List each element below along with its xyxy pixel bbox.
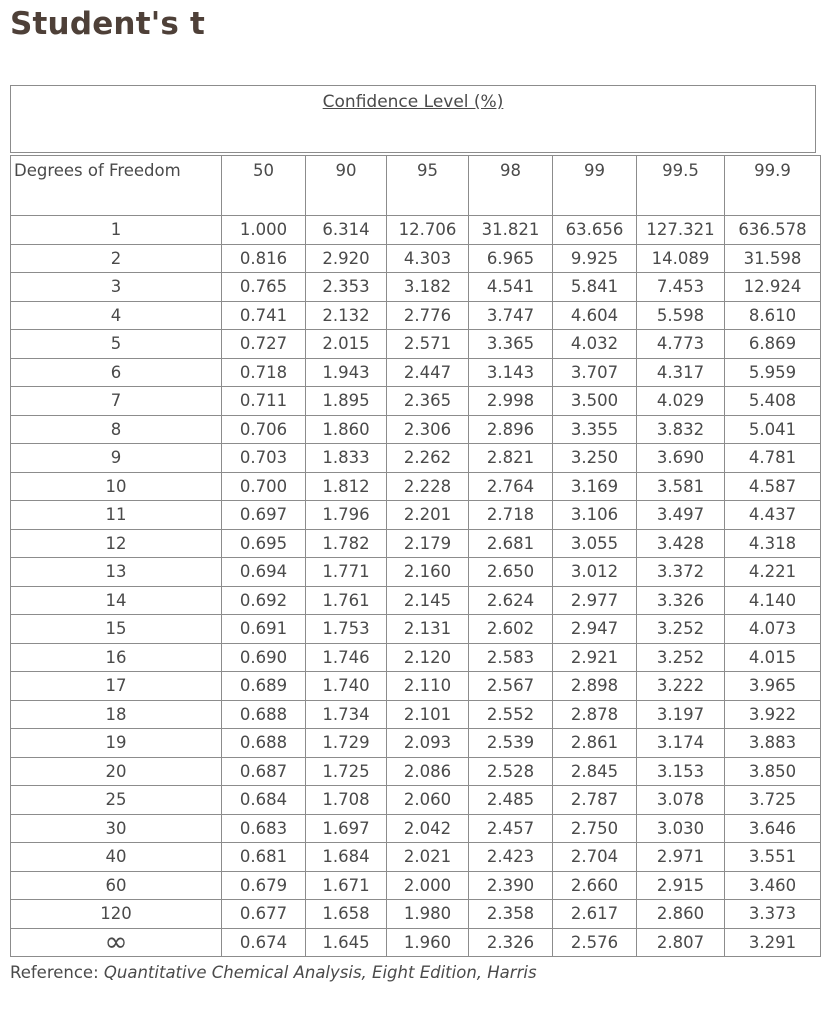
t-value-cell: 3.106 — [553, 501, 637, 530]
t-value-cell: 5.041 — [725, 415, 821, 444]
t-value-cell: 12.706 — [387, 216, 469, 245]
t-value-cell: 2.896 — [469, 415, 553, 444]
table-row — [11, 358, 821, 387]
table-row — [11, 472, 821, 501]
t-value-cell: 2.998 — [469, 387, 553, 416]
t-value-cell: 0.765 — [222, 273, 306, 302]
t-value-cell: 2.971 — [637, 843, 725, 872]
t-value-cell: 2.021 — [387, 843, 469, 872]
t-value-cell: 2.132 — [306, 301, 387, 330]
t-value-cell: 0.688 — [222, 729, 306, 758]
table-row — [11, 387, 821, 416]
t-value-cell: 2.861 — [553, 729, 637, 758]
t-value-cell: 2.457 — [469, 814, 553, 843]
t-value-cell: 3.690 — [637, 444, 725, 473]
confidence-level-label: Confidence Level (%) — [322, 92, 504, 112]
table-row — [11, 244, 821, 273]
t-value-cell: 0.706 — [222, 415, 306, 444]
t-value-cell: 2.821 — [469, 444, 553, 473]
table-row — [11, 529, 821, 558]
t-value-cell: 2.764 — [469, 472, 553, 501]
t-value-cell: 2.718 — [469, 501, 553, 530]
t-value-cell: 3.078 — [637, 786, 725, 815]
table-header-row — [11, 156, 821, 216]
t-value-cell: 0.677 — [222, 900, 306, 929]
t-value-cell: 3.965 — [725, 672, 821, 701]
t-value-cell: 4.781 — [725, 444, 821, 473]
t-value-cell: 0.688 — [222, 700, 306, 729]
degrees-of-freedom-cell: 11 — [11, 501, 222, 530]
confidence-level-99-5-header: 99.5 — [637, 156, 725, 216]
t-value-cell: 0.683 — [222, 814, 306, 843]
t-value-cell: 1.761 — [306, 586, 387, 615]
degrees-of-freedom-cell: 20 — [11, 757, 222, 786]
t-value-cell: 3.883 — [725, 729, 821, 758]
table-row — [11, 643, 821, 672]
t-value-cell: 2.878 — [553, 700, 637, 729]
t-value-cell: 3.326 — [637, 586, 725, 615]
t-value-cell: 2.787 — [553, 786, 637, 815]
table-row — [11, 301, 821, 330]
degrees-of-freedom-cell: 16 — [11, 643, 222, 672]
t-distribution-table — [10, 155, 821, 957]
table-row — [11, 273, 821, 302]
page-title: Student's t — [10, 6, 206, 42]
t-value-cell: 0.694 — [222, 558, 306, 587]
table-row — [11, 814, 821, 843]
t-value-cell: 3.365 — [469, 330, 553, 359]
t-value-cell: 3.153 — [637, 757, 725, 786]
t-value-cell: 6.965 — [469, 244, 553, 273]
t-value-cell: 4.773 — [637, 330, 725, 359]
t-value-cell: 2.571 — [387, 330, 469, 359]
t-value-cell: 2.681 — [469, 529, 553, 558]
degrees-of-freedom-cell: 120 — [11, 900, 222, 929]
degrees-of-freedom-cell: 8 — [11, 415, 222, 444]
confidence-level-98-header: 98 — [469, 156, 553, 216]
t-value-cell: 2.228 — [387, 472, 469, 501]
t-value-cell: 1.000 — [222, 216, 306, 245]
t-value-cell: 3.291 — [725, 928, 821, 957]
t-value-cell: 2.947 — [553, 615, 637, 644]
t-value-cell: 2.447 — [387, 358, 469, 387]
t-value-cell: 2.131 — [387, 615, 469, 644]
t-value-cell: 1.658 — [306, 900, 387, 929]
t-value-cell: 2.365 — [387, 387, 469, 416]
t-value-cell: 4.437 — [725, 501, 821, 530]
t-value-cell: 2.042 — [387, 814, 469, 843]
reference-label: Reference: — [10, 963, 99, 982]
t-value-cell: 3.832 — [637, 415, 725, 444]
confidence-level-99-header: 99 — [553, 156, 637, 216]
t-value-cell: 2.921 — [553, 643, 637, 672]
reference-source: Quantitative Chemical Analysis, Eight Edition, Harris — [103, 963, 537, 982]
t-value-cell: 3.250 — [553, 444, 637, 473]
t-value-cell: 4.317 — [637, 358, 725, 387]
table-row — [11, 672, 821, 701]
t-value-cell: 1.960 — [387, 928, 469, 957]
t-value-cell: 2.915 — [637, 871, 725, 900]
t-value-cell: 5.598 — [637, 301, 725, 330]
t-value-cell: 0.687 — [222, 757, 306, 786]
t-value-cell: 3.169 — [553, 472, 637, 501]
degrees-of-freedom-cell: 15 — [11, 615, 222, 644]
t-value-cell: 0.718 — [222, 358, 306, 387]
t-value-cell: 3.747 — [469, 301, 553, 330]
t-value-cell: 1.740 — [306, 672, 387, 701]
t-value-cell: 2.583 — [469, 643, 553, 672]
t-value-cell: 0.674 — [222, 928, 306, 957]
t-value-cell: 2.145 — [387, 586, 469, 615]
degrees-of-freedom-cell: 3 — [11, 273, 222, 302]
t-value-cell: 1.895 — [306, 387, 387, 416]
t-value-cell: 1.734 — [306, 700, 387, 729]
t-value-cell: 1.860 — [306, 415, 387, 444]
table-row — [11, 558, 821, 587]
t-value-cell: 2.326 — [469, 928, 553, 957]
degrees-of-freedom-cell: ∞ — [11, 928, 222, 957]
t-value-cell: 2.390 — [469, 871, 553, 900]
degrees-of-freedom-cell: 12 — [11, 529, 222, 558]
t-value-cell: 4.140 — [725, 586, 821, 615]
degrees-of-freedom-cell: 14 — [11, 586, 222, 615]
t-value-cell: 2.977 — [553, 586, 637, 615]
t-value-cell: 2.086 — [387, 757, 469, 786]
t-value-cell: 31.598 — [725, 244, 821, 273]
t-value-cell: 3.197 — [637, 700, 725, 729]
t-value-cell: 2.860 — [637, 900, 725, 929]
t-value-cell: 2.539 — [469, 729, 553, 758]
t-value-cell: 3.922 — [725, 700, 821, 729]
t-value-cell: 0.727 — [222, 330, 306, 359]
t-value-cell: 2.358 — [469, 900, 553, 929]
t-value-cell: 1.708 — [306, 786, 387, 815]
reference-note — [10, 963, 537, 982]
t-value-cell: 1.980 — [387, 900, 469, 929]
degrees-of-freedom-cell: 40 — [11, 843, 222, 872]
t-value-cell: 3.355 — [553, 415, 637, 444]
t-value-cell: 2.750 — [553, 814, 637, 843]
t-value-cell: 3.055 — [553, 529, 637, 558]
t-value-cell: 2.602 — [469, 615, 553, 644]
table-row — [11, 729, 821, 758]
t-value-cell: 0.679 — [222, 871, 306, 900]
t-value-cell: 9.925 — [553, 244, 637, 273]
table-row — [11, 757, 821, 786]
t-value-cell: 0.703 — [222, 444, 306, 473]
t-value-cell: 2.807 — [637, 928, 725, 957]
t-value-cell: 0.681 — [222, 843, 306, 872]
degrees-of-freedom-cell: 18 — [11, 700, 222, 729]
t-value-cell: 2.704 — [553, 843, 637, 872]
t-value-cell: 2.093 — [387, 729, 469, 758]
t-value-cell: 2.920 — [306, 244, 387, 273]
t-value-cell: 0.741 — [222, 301, 306, 330]
t-value-cell: 4.073 — [725, 615, 821, 644]
t-value-cell: 3.707 — [553, 358, 637, 387]
degrees-of-freedom-cell: 1 — [11, 216, 222, 245]
t-value-cell: 1.796 — [306, 501, 387, 530]
t-value-cell: 4.015 — [725, 643, 821, 672]
t-value-cell: 2.306 — [387, 415, 469, 444]
t-value-cell: 3.372 — [637, 558, 725, 587]
t-value-cell: 3.222 — [637, 672, 725, 701]
degrees-of-freedom-cell: 25 — [11, 786, 222, 815]
confidence-level-95-header: 95 — [387, 156, 469, 216]
degrees-of-freedom-header: Degrees of Freedom — [11, 156, 222, 216]
table-row — [11, 700, 821, 729]
t-value-cell: 1.697 — [306, 814, 387, 843]
t-value-cell: 2.160 — [387, 558, 469, 587]
table-row — [11, 900, 821, 929]
t-value-cell: 2.617 — [553, 900, 637, 929]
t-value-cell: 3.428 — [637, 529, 725, 558]
confidence-level-99-9-header: 99.9 — [725, 156, 821, 216]
t-value-cell: 1.746 — [306, 643, 387, 672]
t-value-cell: 2.101 — [387, 700, 469, 729]
t-value-cell: 1.725 — [306, 757, 387, 786]
t-value-cell: 4.587 — [725, 472, 821, 501]
t-value-cell: 7.453 — [637, 273, 725, 302]
degrees-of-freedom-cell: 10 — [11, 472, 222, 501]
t-value-cell: 2.485 — [469, 786, 553, 815]
t-value-cell: 4.303 — [387, 244, 469, 273]
degrees-of-freedom-cell: 5 — [11, 330, 222, 359]
t-value-cell: 1.782 — [306, 529, 387, 558]
t-value-cell: 5.959 — [725, 358, 821, 387]
t-value-cell: 0.690 — [222, 643, 306, 672]
t-value-cell: 1.771 — [306, 558, 387, 587]
degrees-of-freedom-cell: 2 — [11, 244, 222, 273]
t-value-cell: 0.816 — [222, 244, 306, 273]
table-row — [11, 330, 821, 359]
t-value-cell: 4.604 — [553, 301, 637, 330]
t-value-cell: 3.460 — [725, 871, 821, 900]
t-value-cell: 3.497 — [637, 501, 725, 530]
t-value-cell: 3.182 — [387, 273, 469, 302]
t-value-cell: 1.812 — [306, 472, 387, 501]
t-value-cell: 0.684 — [222, 786, 306, 815]
t-value-cell: 2.060 — [387, 786, 469, 815]
t-value-cell: 0.695 — [222, 529, 306, 558]
t-value-cell: 3.725 — [725, 786, 821, 815]
table-row — [11, 415, 821, 444]
t-value-cell: 2.845 — [553, 757, 637, 786]
t-value-cell: 0.691 — [222, 615, 306, 644]
t-value-cell: 636.578 — [725, 216, 821, 245]
confidence-level-90-header: 90 — [306, 156, 387, 216]
t-value-cell: 3.373 — [725, 900, 821, 929]
t-value-cell: 2.660 — [553, 871, 637, 900]
t-value-cell: 2.552 — [469, 700, 553, 729]
t-value-cell: 3.252 — [637, 615, 725, 644]
table-row — [11, 871, 821, 900]
t-value-cell: 1.684 — [306, 843, 387, 872]
t-value-cell: 1.671 — [306, 871, 387, 900]
t-value-cell: 5.841 — [553, 273, 637, 302]
table-row — [11, 501, 821, 530]
t-value-cell: 3.174 — [637, 729, 725, 758]
t-value-cell: 6.869 — [725, 330, 821, 359]
t-value-cell: 2.179 — [387, 529, 469, 558]
t-value-cell: 2.000 — [387, 871, 469, 900]
t-value-cell: 2.650 — [469, 558, 553, 587]
t-value-cell: 1.753 — [306, 615, 387, 644]
t-value-cell: 3.646 — [725, 814, 821, 843]
t-value-cell: 0.700 — [222, 472, 306, 501]
t-value-cell: 2.423 — [469, 843, 553, 872]
t-value-cell: 2.567 — [469, 672, 553, 701]
t-value-cell: 2.201 — [387, 501, 469, 530]
t-value-cell: 12.924 — [725, 273, 821, 302]
t-value-cell: 127.321 — [637, 216, 725, 245]
table-row — [11, 586, 821, 615]
t-value-cell: 63.656 — [553, 216, 637, 245]
t-value-cell: 2.898 — [553, 672, 637, 701]
t-value-cell: 3.500 — [553, 387, 637, 416]
degrees-of-freedom-cell: 7 — [11, 387, 222, 416]
t-value-cell: 1.645 — [306, 928, 387, 957]
t-value-cell: 1.943 — [306, 358, 387, 387]
t-value-cell: 4.541 — [469, 273, 553, 302]
table-row — [11, 843, 821, 872]
t-value-cell: 3.850 — [725, 757, 821, 786]
t-value-cell: 3.551 — [725, 843, 821, 872]
t-value-cell: 4.221 — [725, 558, 821, 587]
t-value-cell: 0.689 — [222, 672, 306, 701]
t-value-cell: 2.776 — [387, 301, 469, 330]
t-value-cell: 4.029 — [637, 387, 725, 416]
t-value-cell: 2.110 — [387, 672, 469, 701]
t-value-cell: 6.314 — [306, 216, 387, 245]
t-value-cell: 5.408 — [725, 387, 821, 416]
table-row — [11, 928, 821, 957]
t-value-cell: 31.821 — [469, 216, 553, 245]
t-value-cell: 2.576 — [553, 928, 637, 957]
t-value-cell: 14.089 — [637, 244, 725, 273]
degrees-of-freedom-cell: 6 — [11, 358, 222, 387]
degrees-of-freedom-cell: 9 — [11, 444, 222, 473]
t-value-cell: 0.697 — [222, 501, 306, 530]
t-value-cell: 3.252 — [637, 643, 725, 672]
degrees-of-freedom-cell: 60 — [11, 871, 222, 900]
table-row — [11, 786, 821, 815]
confidence-level-header — [10, 85, 816, 153]
confidence-level-50-header: 50 — [222, 156, 306, 216]
t-value-cell: 2.120 — [387, 643, 469, 672]
table-row — [11, 216, 821, 245]
degrees-of-freedom-cell: 19 — [11, 729, 222, 758]
t-value-cell: 2.262 — [387, 444, 469, 473]
t-value-cell: 4.032 — [553, 330, 637, 359]
t-value-cell: 2.353 — [306, 273, 387, 302]
t-value-cell: 1.833 — [306, 444, 387, 473]
degrees-of-freedom-cell: 17 — [11, 672, 222, 701]
t-value-cell: 2.624 — [469, 586, 553, 615]
degrees-of-freedom-cell: 30 — [11, 814, 222, 843]
t-value-cell: 3.030 — [637, 814, 725, 843]
t-value-cell: 3.143 — [469, 358, 553, 387]
t-value-cell: 0.692 — [222, 586, 306, 615]
degrees-of-freedom-cell: 13 — [11, 558, 222, 587]
t-value-cell: 3.012 — [553, 558, 637, 587]
t-value-cell: 3.581 — [637, 472, 725, 501]
t-value-cell: 8.610 — [725, 301, 821, 330]
table-row — [11, 615, 821, 644]
t-value-cell: 4.318 — [725, 529, 821, 558]
t-value-cell: 2.528 — [469, 757, 553, 786]
degrees-of-freedom-cell: 4 — [11, 301, 222, 330]
t-value-cell: 2.015 — [306, 330, 387, 359]
t-value-cell: 1.729 — [306, 729, 387, 758]
t-value-cell: 0.711 — [222, 387, 306, 416]
table-row — [11, 444, 821, 473]
